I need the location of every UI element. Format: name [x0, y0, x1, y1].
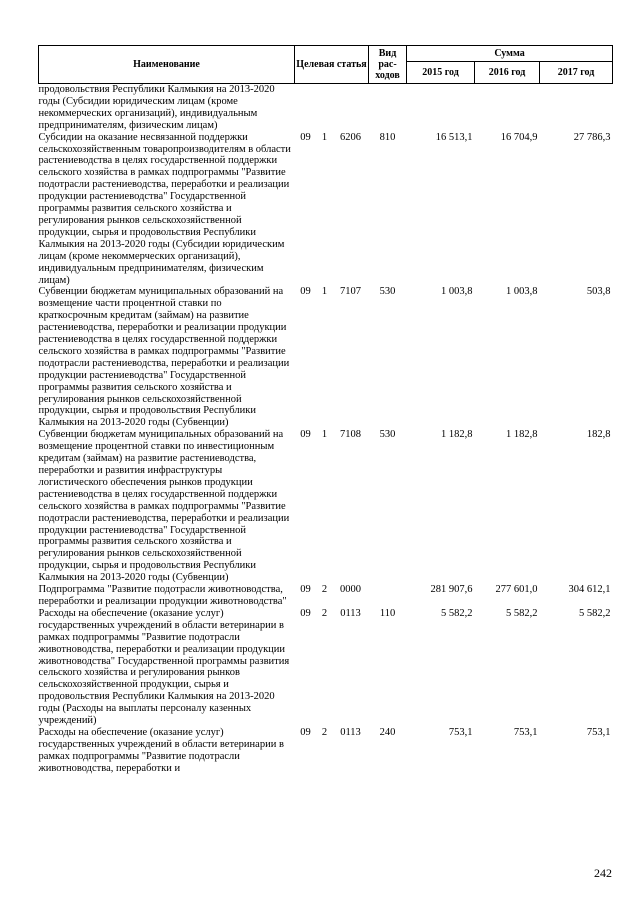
row-expense-kind: 110	[379, 607, 396, 619]
row-sum-2017: 27 786,3	[573, 131, 611, 143]
row-code-subprogram: 1	[321, 286, 328, 298]
row-code-subprogram: 2	[321, 726, 328, 738]
row-code-program: 09	[300, 429, 311, 441]
row-code-program	[295, 84, 317, 132]
table-row	[39, 132, 613, 287]
page-number: 242	[594, 866, 612, 880]
row-code-program: 09	[300, 286, 311, 298]
row-code-subprogram: 1	[321, 131, 328, 143]
header-expense-kind: Вид рас-ходов	[369, 46, 407, 84]
row-expense-kind: 810	[379, 131, 396, 143]
header-target-article: Целевая статья	[295, 46, 369, 84]
row-name: Расходы на обеспечение (оказание услуг) государственных учреждений в области ветеринарии в рамках подпрограммы "Развитие подотрасли животноводства, переработки и	[38, 726, 284, 774]
row-code-direction: 0113	[340, 726, 361, 738]
row-sum-2016	[475, 84, 540, 132]
row-expense-kind	[369, 584, 407, 608]
row-sum-2017: 182,8	[586, 429, 611, 441]
row-sum-2015: 753,1	[448, 726, 473, 738]
row-code-direction: 0000	[340, 584, 361, 596]
row-sum-2017: 753,1	[586, 726, 611, 738]
row-sum-2016: 277 601,0	[495, 584, 538, 596]
row-sum-2016: 16 704,9	[500, 131, 538, 143]
row-expense-kind: 240	[379, 726, 396, 738]
row-sum-2017	[540, 84, 613, 132]
row-name: продовольствия Республики Калмыкия на 2013-2020 годы (Субсидии юридическим лицам (кроме некоммерческих организаций), индивидуальным предпринимателям, физическим лицам)	[38, 84, 275, 131]
table-row	[39, 727, 613, 775]
row-sum-2015: 5 582,2	[441, 607, 473, 619]
row-name: Подпрограмма "Развитие подотрасли животноводства, переработки и реализации продукции животноводства"	[38, 584, 287, 607]
row-code-program: 09	[300, 607, 311, 619]
row-sum-2017: 304 612,1	[568, 584, 611, 596]
table-row	[39, 608, 613, 727]
table-row	[39, 429, 613, 584]
row-code-direction: 0113	[340, 607, 361, 619]
header-sum: Сумма	[407, 46, 613, 62]
row-code-subprogram	[317, 84, 333, 132]
row-code-subprogram: 2	[321, 607, 328, 619]
row-sum-2015: 16 513,1	[435, 131, 473, 143]
row-name: Расходы на обеспечение (оказание услуг) государственных учреждений в области ветеринарии в рамках подпрограммы "Развитие подотрасли животноводства, переработки и реализации продукции животноводства" Государственной программы развития сельского хозяйства и регулирования рынков сельскохозяйственной продукции, сырья и продовольствия Республики Калмыкия на 2013-2020 годы (Расходы на выплаты персоналу казенных учреждений)	[38, 607, 290, 727]
row-code-direction: 7107	[340, 286, 361, 298]
table-row	[39, 584, 613, 608]
row-code-subprogram: 2	[321, 584, 328, 596]
header-year-2015: 2015 год	[407, 62, 475, 84]
row-code-program: 09	[300, 584, 311, 596]
table-row	[39, 84, 613, 132]
row-sum-2015: 1 182,8	[441, 429, 473, 441]
row-sum-2017: 503,8	[586, 286, 611, 298]
row-expense-kind	[369, 84, 407, 132]
row-sum-2016: 753,1	[513, 726, 538, 738]
row-code-subprogram: 1	[321, 429, 328, 441]
header-year-2017: 2017 год	[540, 62, 613, 84]
header-name: Наименование	[39, 46, 295, 84]
row-code-program: 09	[300, 131, 311, 143]
header-year-2016: 2016 год	[475, 62, 540, 84]
row-sum-2015: 1 003,8	[441, 286, 473, 298]
row-code-direction: 6206	[340, 131, 361, 143]
row-name: Субсидии на оказание несвязанной поддержки сельскохозяйственным товаропроизводителям в области растениеводства в целях государственной поддержки сельского хозяйства в рамках подпрограммы "Развитие подотрасли растениеводства, переработки и реализации продукции растениеводства" Государственной программы развития сельского хозяйства и регулирования рынков сельскохозяйственной продукции, сырья и продовольствия Республики Калмыкия на 2013-2020 годы (Субсидии юридическим лицам (кроме некоммерческих организаций), индивидуальным предпринимателям, физическим лицам)	[38, 131, 291, 286]
row-code-direction	[333, 84, 369, 132]
row-sum-2015	[407, 84, 475, 132]
row-name: Субвенции бюджетам муниципальных образований на возмещение части процентной ставки по краткосрочным кредитам (займам) на развитие растениеводства, переработки и реализации продукции растениеводства в целях государственной поддержки сельского хозяйства в рамках подпрограммы "Развитие подотрасли растениеводства, переработки и реализации продукции растениеводства" Государственной программы развития сельского хозяйства и регулирования рынков сельскохозяйственной продукции, сырья и продовольствия Республики Калмыкия на 2013-2020 годы (Субвенции)	[38, 286, 290, 429]
row-expense-kind: 530	[379, 286, 396, 298]
budget-table	[38, 45, 613, 775]
row-code-program: 09	[300, 726, 311, 738]
row-sum-2015: 281 907,6	[430, 584, 473, 596]
table-row	[39, 286, 613, 429]
row-name: Субвенции бюджетам муниципальных образований на возмещение процентной ставки по инвестиционным кредитам (займам) на развитие растениеводства, переработки и развития инфраструктуры логистического обеспечения рынков продукции растениеводства в целях государственной поддержки сельского хозяйства в рамках подпрограммы "Развитие подотрасли растениеводства, переработки и реализации продукции растениеводства" Государственной программы развития сельского хозяйства и регулирования рынков сельскохозяйственной продукции, сырья и продовольствия Республики Калмыкия на 2013-2020 годы (Субвенции)	[38, 429, 290, 584]
row-code-direction: 7108	[340, 429, 361, 441]
row-sum-2016: 1 182,8	[506, 429, 538, 441]
row-sum-2016: 1 003,8	[506, 286, 538, 298]
row-expense-kind: 530	[379, 429, 396, 441]
row-sum-2016: 5 582,2	[506, 607, 538, 619]
row-sum-2017: 5 582,2	[579, 607, 611, 619]
